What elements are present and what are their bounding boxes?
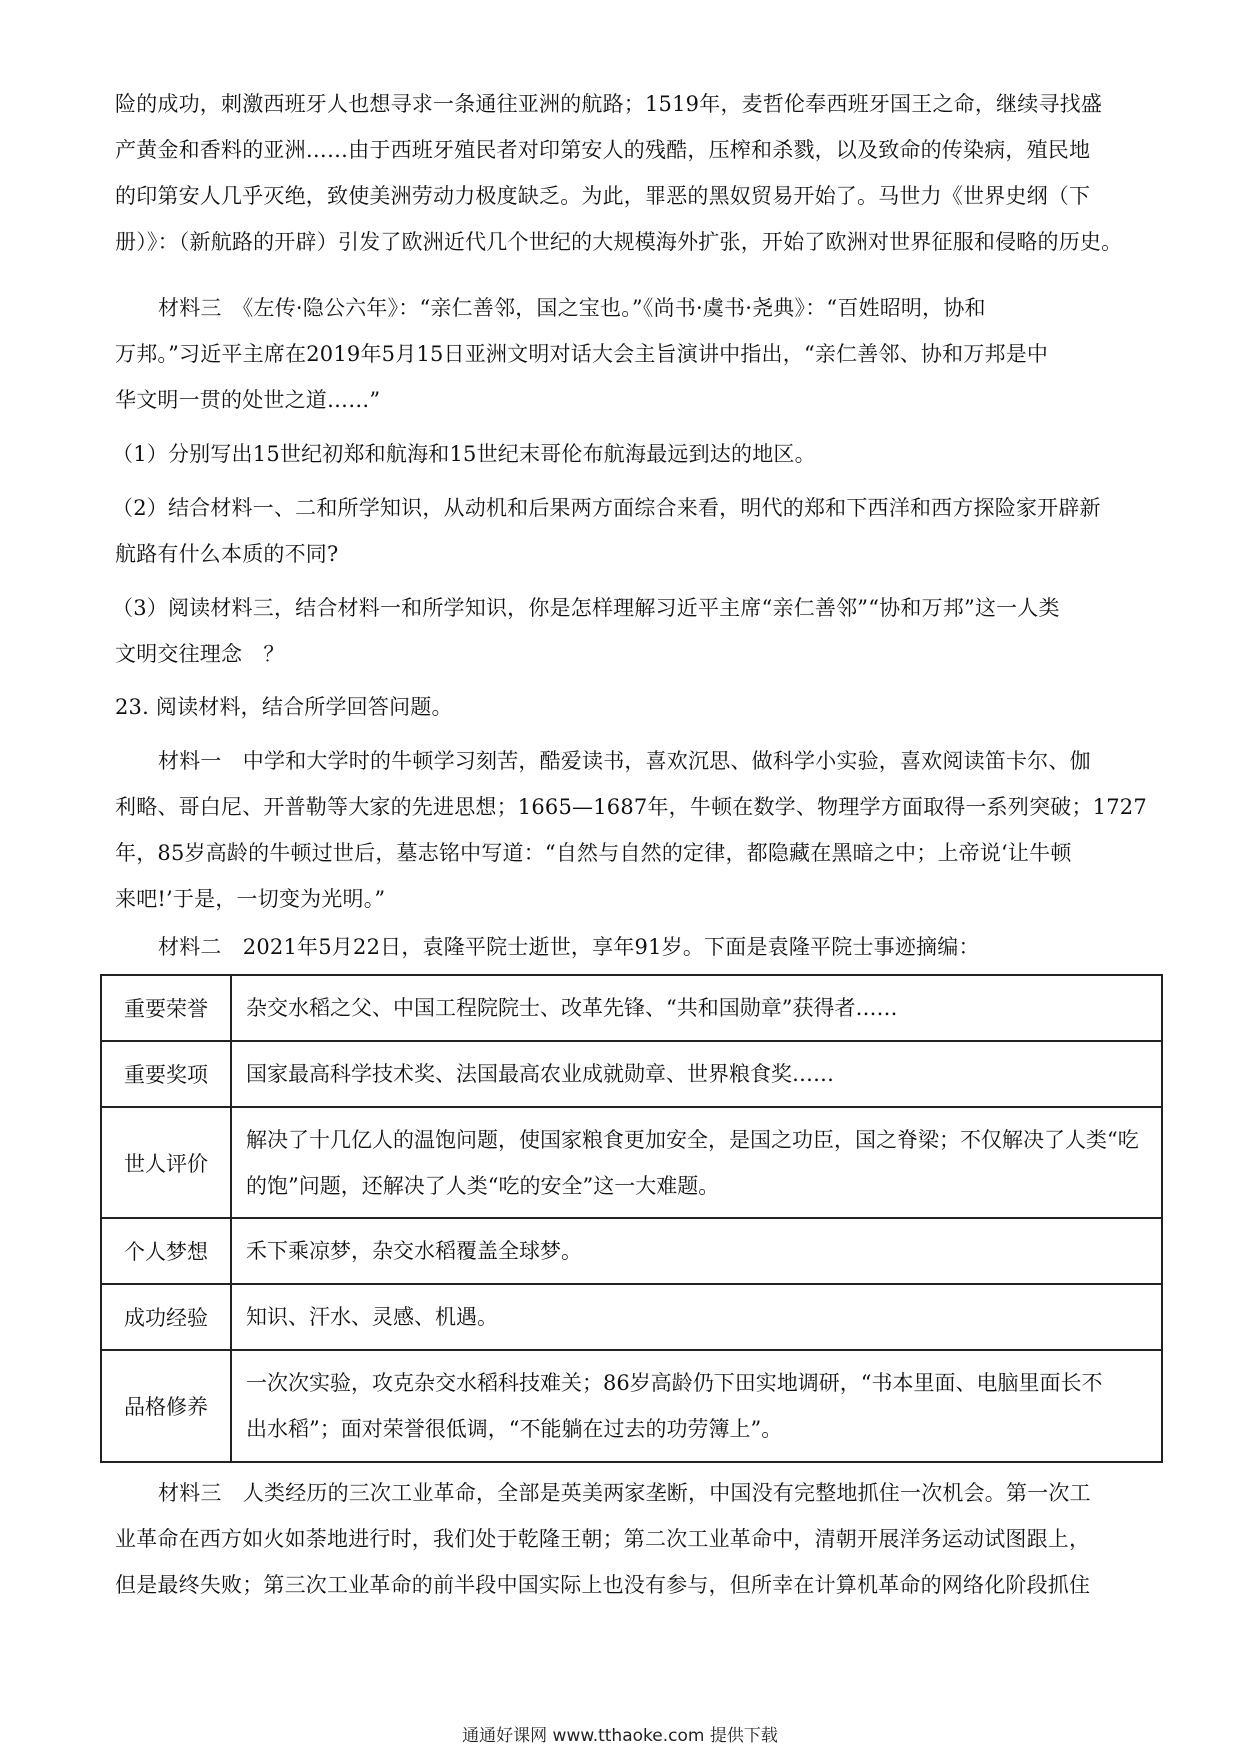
- row-value-line: 一次次实验，攻克杂交水稻科技难关；86岁高龄仍下田实地调研，“书本里面、电脑里面长不: [246, 1371, 1103, 1395]
- paragraph-line: 产黄金和香料的亚洲……由于西班牙殖民者对印第安人的残酷，压榨和杀戮，以及致命的传染病，殖民地: [115, 138, 1091, 162]
- row-value-line: 知识、汗水、灵感、机遇。: [246, 1305, 498, 1329]
- row-key: 个人梦想: [101, 1218, 231, 1284]
- row-key: 世人评价: [101, 1107, 231, 1218]
- table-row: [101, 1107, 1162, 1218]
- material-three-line: 万邦。”习近平主席在2019年5月15日亚洲文明对话大会主旨演讲中指出，“亲仁善邻、协和万邦是中: [115, 342, 1049, 366]
- row-value: [231, 1107, 1162, 1218]
- table-row: [101, 1041, 1162, 1107]
- question-2: （2）结合材料一、二和所学知识，从动机和后果两方面综合来看，明代的郑和下西洋和西方探险家开辟新: [112, 496, 1101, 520]
- row-value: [231, 1350, 1162, 1462]
- row-value-line: 禾下乘凉梦，杂交水稻覆盖全球梦。: [246, 1239, 582, 1263]
- row-value-line: 解决了十几亿人的温饱问题，使国家粮食更加安全，是国之功臣，国之脊梁；不仅解决了人类“吃: [246, 1127, 1139, 1152]
- table-row: [101, 975, 1162, 1041]
- material-one-line: 利略、哥白尼、开普勒等大家的先进思想；1665—1687年，牛顿在数学、物理学方面取得一系列突破；1727: [115, 795, 1147, 819]
- material-one-line: 年，85岁高龄的牛顿过世后，墓志铭中写道：“自然与自然的定律，都隐藏在黑暗之中；上帝说‘让牛顿: [115, 841, 1072, 865]
- question-23-title: 23. 阅读材料，结合所学回答问题。: [115, 695, 453, 719]
- material-two-intro: 材料二 2021年5月22日，袁隆平院士逝世，享年91岁。下面是袁隆平院士事迹摘编：: [158, 935, 980, 959]
- table-row: [101, 1284, 1162, 1350]
- paragraph-line: 险的成功，刺激西班牙人也想寻求一条通往亚洲的航路；1519年，麦哲伦奉西班牙国王之命，继续寻找盛: [115, 92, 1103, 116]
- row-value-line: 的饱”问题，还解决了人类“吃的安全”这一大难题。: [246, 1173, 720, 1198]
- row-value: [231, 975, 1162, 1041]
- material-three-line: 华文明一贯的处世之道……”: [115, 388, 381, 412]
- table-row: [101, 1350, 1162, 1462]
- question-3: （3）阅读材料三，结合材料一和所学知识，你是怎样理解习近平主席“亲仁善邻”“协和万邦”这一人类: [112, 596, 1060, 620]
- material-three-line: 材料三 《左传·隐公六年》：“亲仁善邻，国之宝也。”《尚书·虞书·尧典》：“百姓昭明，协和: [158, 296, 986, 320]
- row-value: [231, 1041, 1162, 1107]
- question-1: （1）分别写出15世纪初郑和航海和15世纪末哥伦布航海最远到达的地区。: [112, 442, 816, 466]
- question-3-continued: 文明交往理念 ？: [115, 642, 285, 666]
- row-value: [231, 1218, 1162, 1284]
- table-row: [101, 1218, 1162, 1284]
- row-value: [231, 1284, 1162, 1350]
- material-three-line: 材料三 人类经历的三次工业革命，全部是英美两家垄断，中国没有完整地抓住一次机会。第一次工: [158, 1481, 1091, 1505]
- row-key: 重要荣誉: [101, 975, 231, 1041]
- material-one-line: 材料一 中学和大学时的牛顿学习刻苦，酷爱读书，喜欢沉思、做科学小实验，喜欢阅读笛卡尔、伽: [158, 749, 1091, 773]
- paragraph-line: 的印第安人几乎灭绝，致使美洲劳动力极度缺乏。为此，罪恶的黑奴贸易开始了。马世力《世界史纲（下: [115, 184, 1091, 208]
- question-2-continued: 航路有什么本质的不同?: [115, 542, 339, 566]
- row-value-line: 出水稻”；面对荣誉很低调，“不能躺在过去的功劳簿上”。: [246, 1417, 783, 1441]
- footer-source: 通通好课网 www.tthaoke.com 提供下载: [462, 1726, 778, 1746]
- paragraph-line: 册）》：（新航路的开辟）引发了欧洲近代几个世纪的大规模海外扩张，开始了欧洲对世界征服和侵略的历史。: [115, 230, 1123, 254]
- row-value-line: 杂交水稻之父、中国工程院院士、改革先锋、“共和国勋章”获得者……: [246, 996, 898, 1020]
- row-key: 成功经验: [101, 1284, 231, 1350]
- yuan-longping-facts-table: [100, 974, 1163, 1463]
- row-value-line: 国家最高科学技术奖、法国最高农业成就勋章、世界粮食奖……: [246, 1062, 834, 1086]
- material-three-line: 业革命在西方如火如荼地进行时，我们处于乾隆王朝；第二次工业革命中，清朝开展洋务运动试图跟上，: [115, 1527, 1091, 1551]
- row-key: 品格修养: [101, 1350, 231, 1462]
- material-one-line: 来吧!’于是，一切变为光明。”: [115, 887, 386, 911]
- row-key: 重要奖项: [101, 1041, 231, 1107]
- material-three-line: 但是最终失败；第三次工业革命的前半段中国实际上也没有参与，但所幸在计算机革命的网络化阶段抓住: [115, 1573, 1091, 1597]
